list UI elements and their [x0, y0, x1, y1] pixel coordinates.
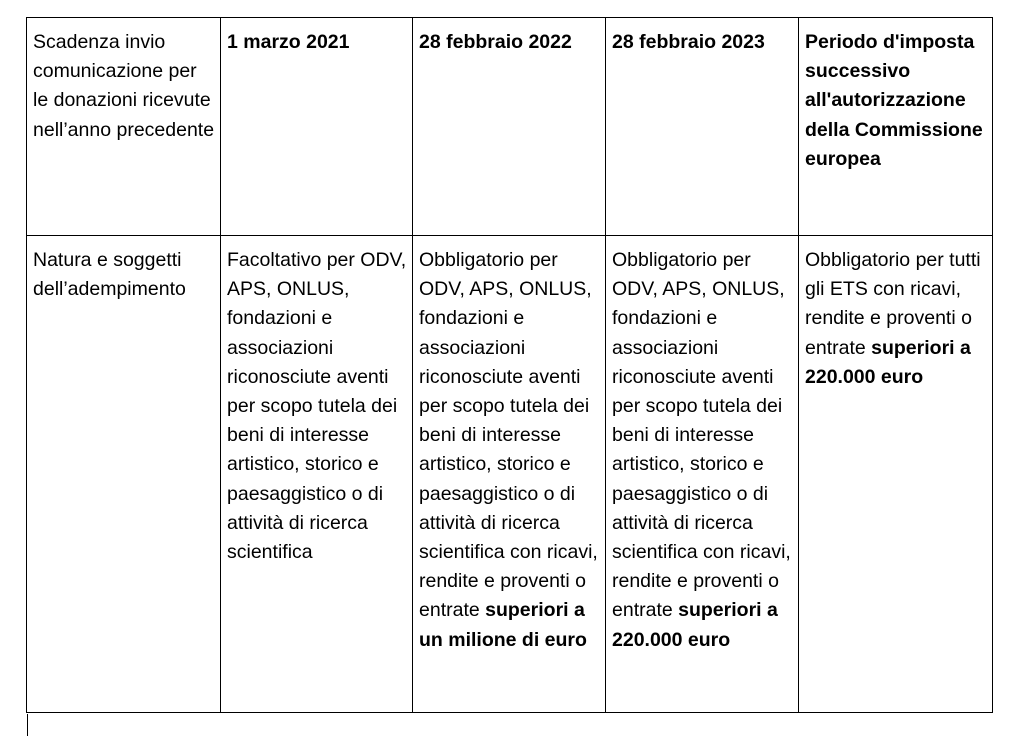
cell-obligation-2022 — [413, 236, 606, 713]
obligation-2022-text: Obbligatorio per ODV, APS, ONLUS, fondazioni e associazioni riconosciute aventi per scopo tutela dei beni di interesse artistico, storico e paesaggistico o di attività di ricerca scientifica con ricavi, rendite e proventi o entrate — [419, 249, 598, 622]
obligation-2023-text: Obbligatorio per ODV, APS, ONLUS, fondazioni e associazioni riconosciute aventi per scopo tutela dei beni di interesse artistico, storico e paesaggistico o di attività di ricerca scientifica con ricavi, rendite e proventi o entrate — [612, 249, 791, 622]
deadlines-table — [26, 17, 993, 713]
cell-date-2023 — [606, 18, 799, 236]
date-2022-text: 28 febbraio 2022 — [419, 31, 572, 53]
cell-date-2022 — [413, 18, 606, 236]
cell-deadline-label — [27, 18, 221, 236]
cell-obligation-2021 — [221, 236, 413, 713]
cell-date-2021 — [221, 18, 413, 236]
text-cursor — [27, 714, 28, 736]
period-text: Periodo d'imposta successivo all'autorizzazione della Commissione europea — [805, 31, 983, 170]
cell-obligation-ets — [799, 236, 993, 713]
obligation-label-text: Natura e soggetti dell’adempimento — [33, 249, 186, 301]
table-row-header — [27, 18, 993, 236]
obligation-ets-text: Obbligatorio per tutti gli ETS con ricavi, rendite e proventi o entrate — [805, 249, 981, 359]
cell-obligation-label — [27, 236, 221, 713]
table-row-obligation — [27, 236, 993, 713]
obligation-2021-text: Facoltativo per ODV, APS, ONLUS, fondazioni e associazioni riconosciute aventi per scopo tutela dei beni di interesse artistico, storico e paesaggistico o di attività di ricerca scientifica — [227, 249, 407, 564]
cell-obligation-2023 — [606, 236, 799, 713]
obligation-2022-threshold: superiori a un milione di euro — [419, 599, 587, 651]
cell-period-after-authorization — [799, 18, 993, 236]
obligation-2023-threshold: superiori a 220.000 euro — [612, 599, 778, 651]
obligation-ets-threshold: superiori a 220.000 euro — [805, 336, 971, 388]
deadline-label-text: Scadenza invio comunicazione per le donazioni ricevute nell’anno precedente — [33, 31, 215, 141]
date-2021-text: 1 marzo 2021 — [227, 31, 350, 53]
date-2023-text: 28 febbraio 2023 — [612, 31, 765, 53]
